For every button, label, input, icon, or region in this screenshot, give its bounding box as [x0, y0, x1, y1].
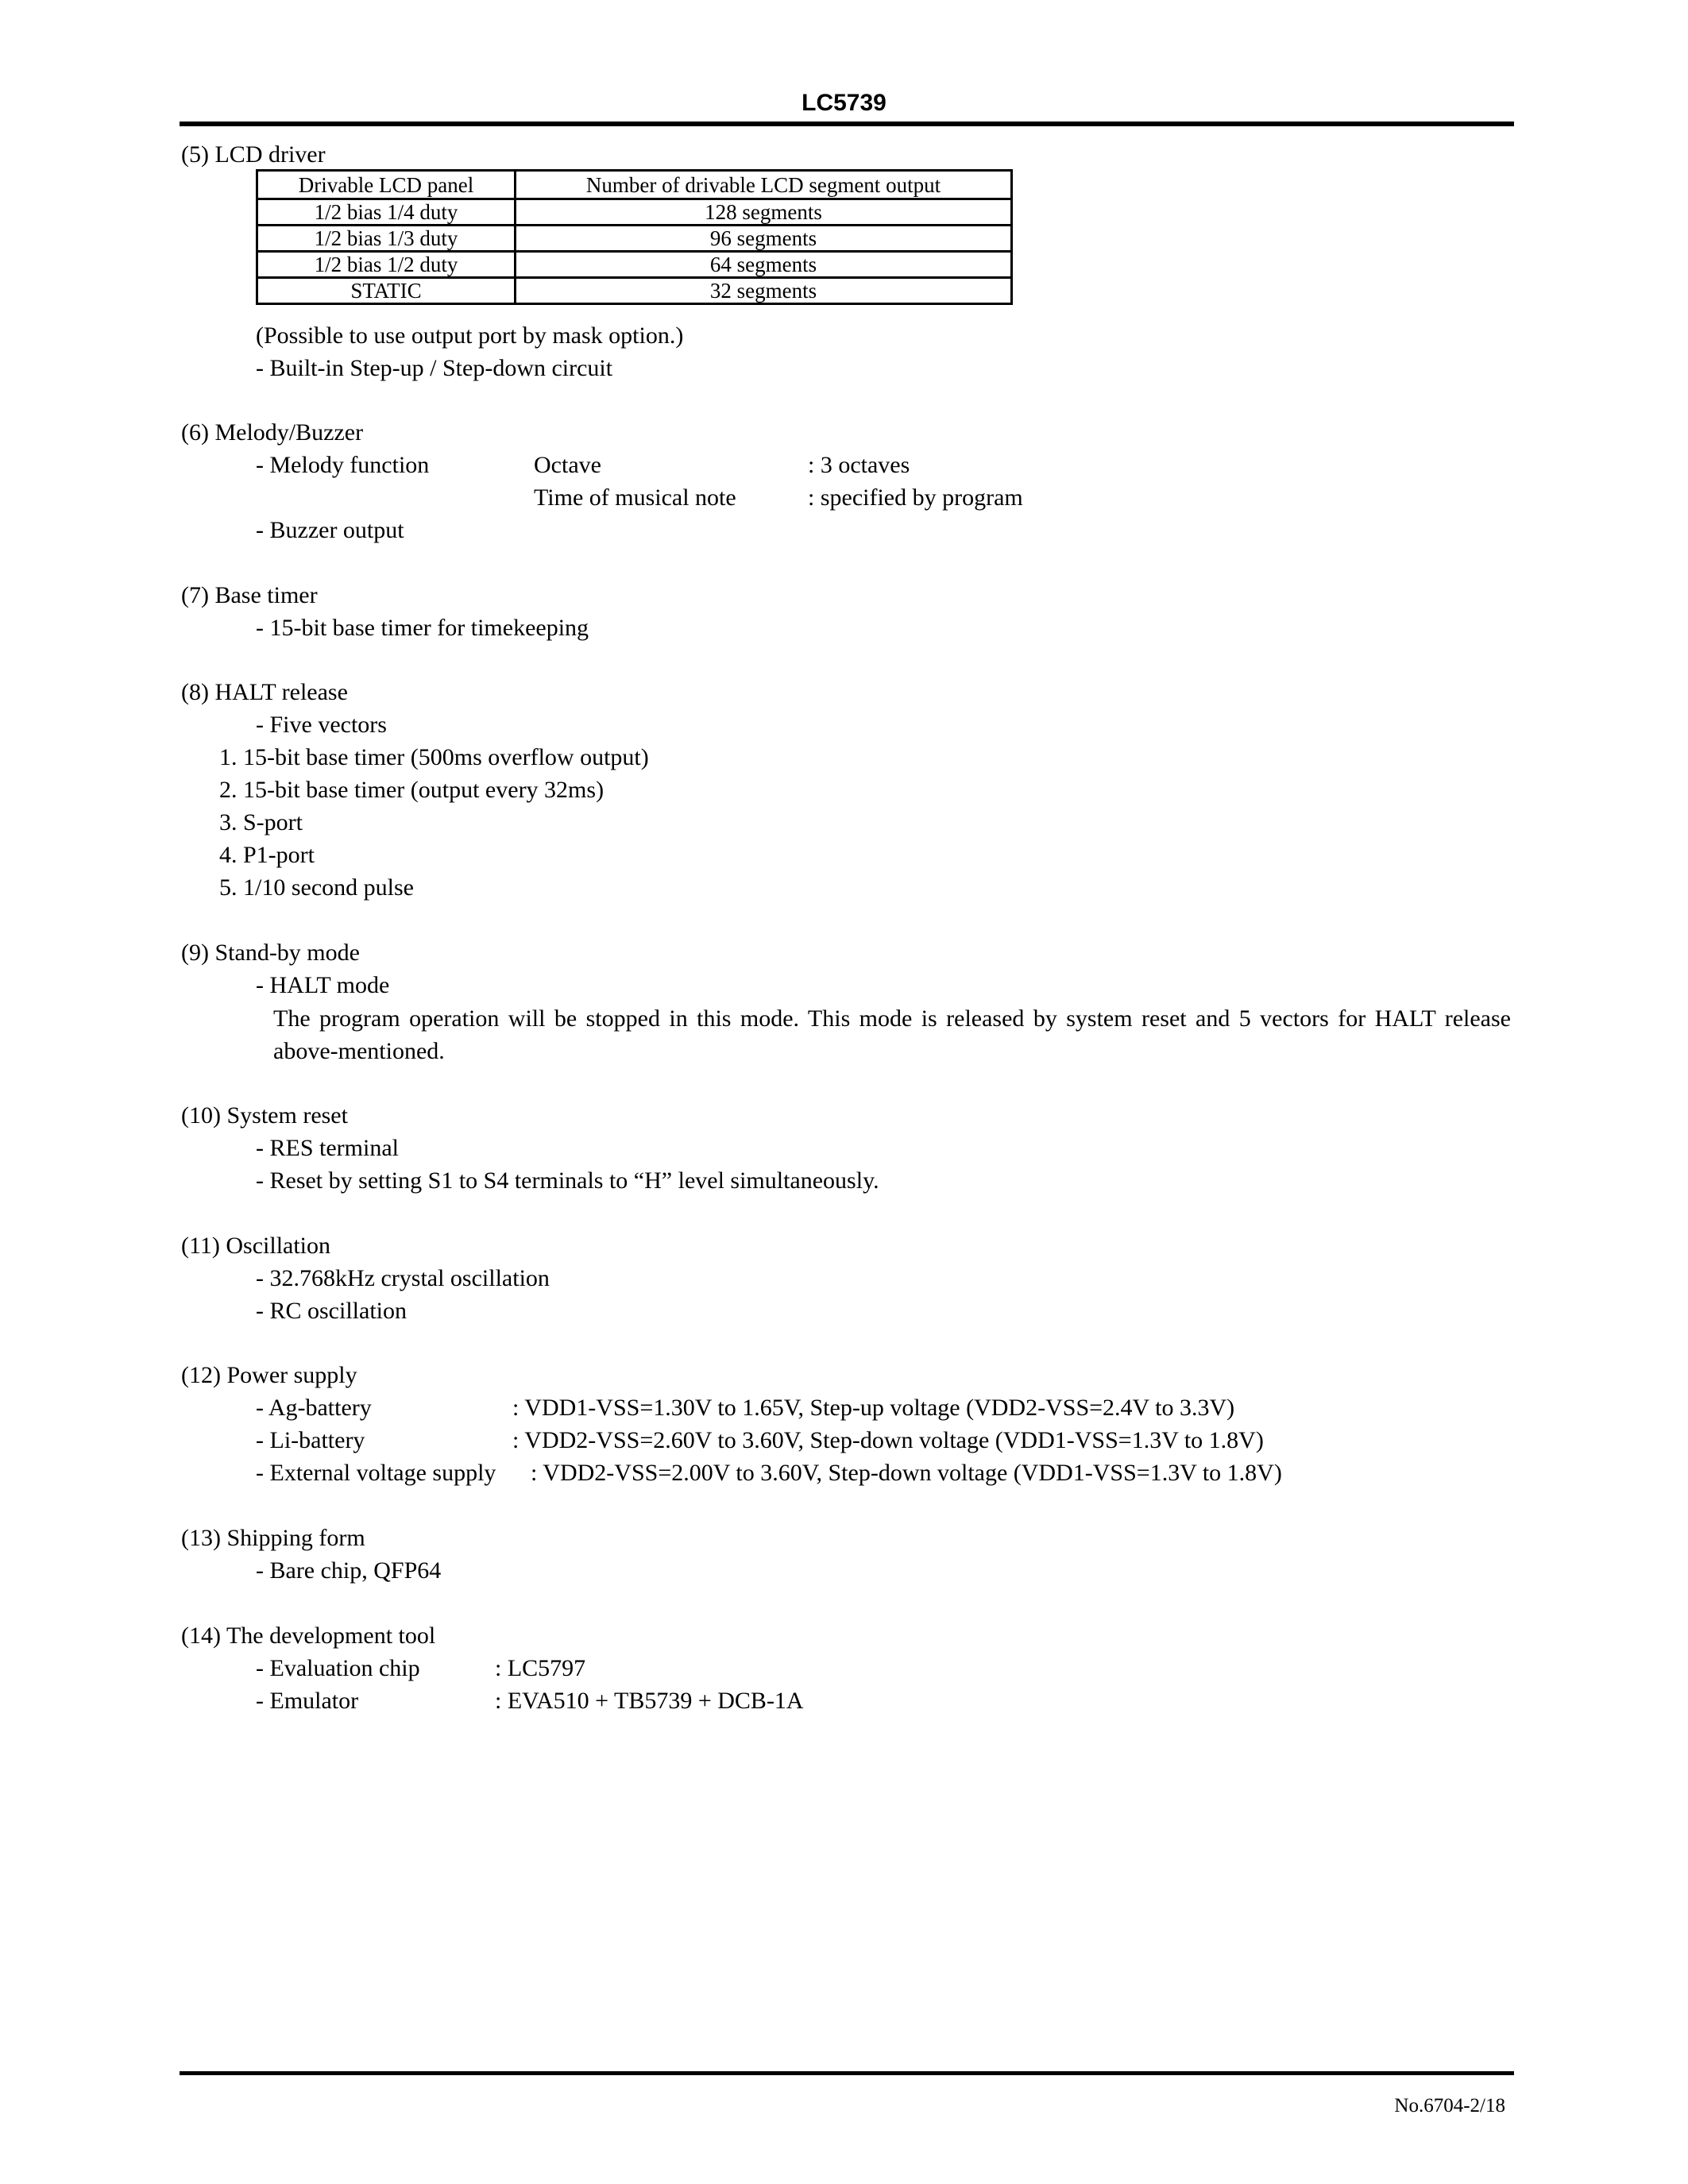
power-label: - External voltage supply	[256, 1460, 496, 1486]
page-number: No.6704-2/18	[1394, 2095, 1505, 2116]
table-cell: 1/2 bias 1/4 duty	[257, 199, 516, 226]
power-label: - Li-battery	[256, 1427, 365, 1453]
table-cell: STATIC	[257, 278, 516, 304]
list-item: 2. 15-bit base timer (output every 32ms)	[219, 777, 605, 803]
section-heading-lcd-driver: (5) LCD driver	[181, 141, 326, 168]
power-value: : VDD2-VSS=2.60V to 3.60V, Step-down voltage (VDD1-VSS=1.3V to 1.8V)	[512, 1427, 1264, 1453]
table-row	[257, 278, 1012, 304]
list-item: - Built-in Step-up / Step-down circuit	[256, 355, 613, 381]
list-item: - Melody function	[256, 452, 430, 478]
section-heading-halt-release: (8) HALT release	[181, 679, 348, 705]
table-row	[257, 252, 1012, 278]
octave-value: : 3 octaves	[808, 452, 910, 478]
table-cell: 32 segments	[516, 278, 1012, 304]
section-heading-power-supply: (12) Power supply	[181, 1362, 357, 1388]
octave-label: Octave	[534, 452, 601, 478]
list-item: 1. 15-bit base timer (500ms overflow output)	[219, 744, 649, 770]
section-heading-standby: (9) Stand-by mode	[181, 940, 360, 966]
page-title: LC5739	[802, 90, 886, 116]
section-heading-system-reset: (10) System reset	[181, 1102, 348, 1129]
table-cell: 1/2 bias 1/3 duty	[257, 226, 516, 252]
standby-description: The program operation will be stopped in this mode. This mode is released by system reset and 5 vectors for HALT release above-mentioned.	[273, 1005, 1511, 1064]
section-heading-base-timer: (7) Base timer	[181, 582, 318, 608]
list-item: - RC oscillation	[256, 1298, 407, 1324]
column-header-panel: Drivable LCD panel	[257, 171, 516, 199]
column-header-segments: Number of drivable LCD segment output	[516, 171, 1012, 199]
list-item: 5. 1/10 second pulse	[219, 874, 414, 901]
table-header-row	[257, 171, 1012, 199]
power-value: : VDD2-VSS=2.00V to 3.60V, Step-down voltage (VDD1-VSS=1.3V to 1.8V)	[531, 1460, 1282, 1486]
section-heading-oscillation: (11) Oscillation	[181, 1233, 331, 1259]
table-cell: 96 segments	[516, 226, 1012, 252]
table-row	[257, 226, 1012, 252]
list-item: - Buzzer output	[256, 517, 404, 543]
note-label: Time of musical note	[534, 484, 736, 511]
power-value: : VDD1-VSS=1.30V to 1.65V, Step-up voltage (VDD2-VSS=2.4V to 3.3V)	[512, 1395, 1235, 1421]
section-heading-melody: (6) Melody/Buzzer	[181, 419, 364, 446]
header-rule	[180, 122, 1514, 126]
list-item: 3. S-port	[219, 809, 303, 835]
dev-tool-label: - Emulator	[256, 1688, 359, 1714]
table-cell: 64 segments	[516, 252, 1012, 278]
table-cell: 1/2 bias 1/2 duty	[257, 252, 516, 278]
list-item: - Five vectors	[256, 712, 387, 738]
dev-tool-label: - Evaluation chip	[256, 1655, 420, 1681]
table-cell: 128 segments	[516, 199, 1012, 226]
list-item: - Reset by setting S1 to S4 terminals to “H” level simultaneously.	[256, 1167, 879, 1194]
footer-rule	[180, 2071, 1514, 2075]
list-item: - HALT mode	[256, 972, 390, 998]
dev-tool-value: : EVA510 + TB5739 + DCB-1A	[495, 1688, 804, 1714]
list-item: 4. P1-port	[219, 842, 315, 868]
table-row	[257, 199, 1012, 226]
power-label: - Ag-battery	[256, 1395, 372, 1421]
list-item: - RES terminal	[256, 1135, 399, 1161]
lcd-segment-table	[256, 169, 1013, 305]
dev-tool-value: : LC5797	[495, 1655, 586, 1681]
section-heading-dev-tool: (14) The development tool	[181, 1623, 436, 1649]
section-heading-shipping: (13) Shipping form	[181, 1525, 365, 1551]
lcd-note: (Possible to use output port by mask option.)	[256, 322, 684, 349]
note-value: : specified by program	[808, 484, 1023, 511]
list-item: - 32.768kHz crystal oscillation	[256, 1265, 550, 1291]
list-item: - Bare chip, QFP64	[256, 1557, 442, 1584]
list-item: - 15-bit base timer for timekeeping	[256, 615, 589, 641]
